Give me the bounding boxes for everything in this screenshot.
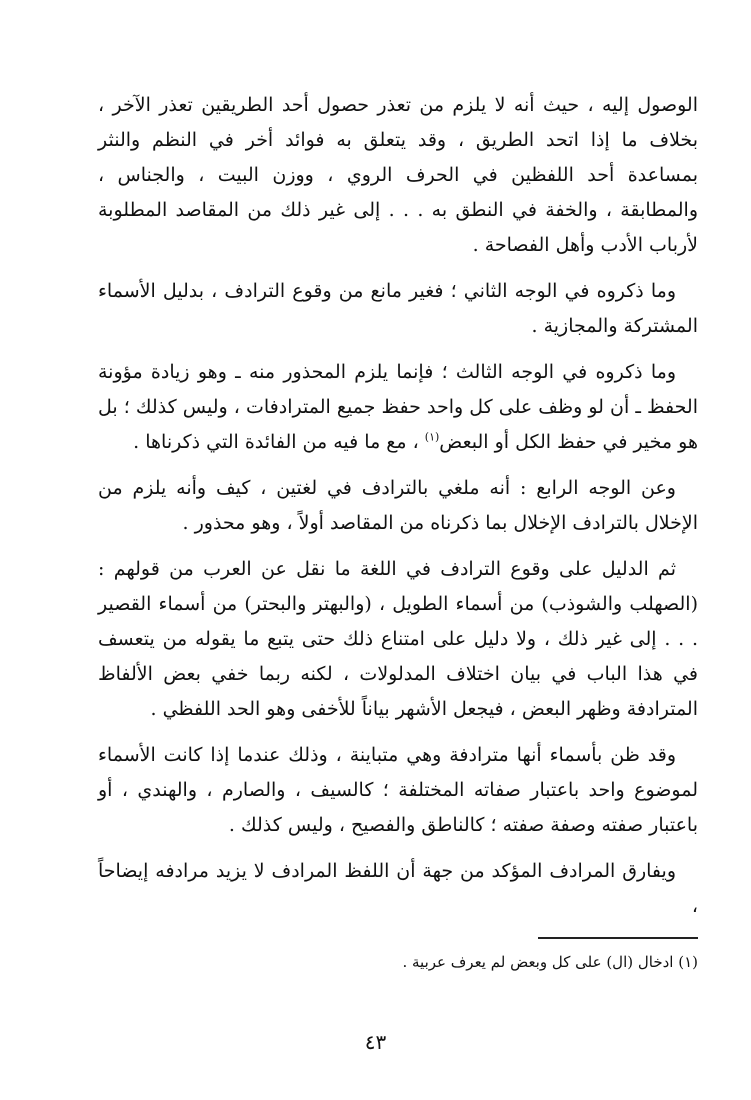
paragraph-3-text-after: ، مع ما فيه من الفائدة التي ذكرناها .	[133, 431, 425, 453]
paragraph-4: وعن الوجه الرابع : أنه ملغي بالترادف في لغتين ، كيف وأنه يلزم من الإخلال بالترادف الإخلال بما ذكرناه من المقاصد أولاً ، وهو محذور .	[98, 477, 698, 534]
paragraph-3-text-before: وما ذكروه في الوجه الثالث ؛ فإنما يلزم المحذور منه ـ وهو زيادة مؤونة الحفظ ـ أن لو وظف على كل واحد حفظ جميع المترادفات ، وليس كذلك ؛ بل هو مخير في حفظ الكل أو البعض	[98, 361, 698, 453]
footnote: (١) ادخال (ال) على كل وبعض لم يعرف عربية .	[402, 953, 698, 971]
paragraph-2: وما ذكروه في الوجه الثاني ؛ فغير مانع من وقوع الترادف ، بدليل الأسماء المشتركة والمجازية .	[98, 280, 698, 337]
main-text-block	[98, 88, 698, 935]
footnote-marker[interactable]: (١)	[424, 430, 440, 444]
paragraph-1: الوصول إليه ، حيث أنه لا يلزم من تعذر حصول أحد الطريقين تعذر الآخر ، بخلاف ما إذا اتحد الطريق ، وقد يتعلق به فوائد أخر في النظم والنثر بمساعدة أحد اللفظين في الحرف الروي ، ووزن البيت ، والجناس ، والمطابقة ، والخفة في النطق به . . . إلى غير ذلك من المقاصد المطلوبة لأرباب الأدب وأهل الفصاحة .	[98, 94, 698, 256]
paragraph-3	[98, 355, 698, 460]
paragraph-7: ويفارق المرادف المؤكد من جهة أن اللفظ المرادف لا يزيد مرادفه إيضاحاً ،	[98, 860, 698, 917]
paragraph-5: ثم الدليل على وقوع الترادف في اللغة ما نقل عن العرب من قولهم : (الصهلب والشوذب) من أسماء الطويل ، (والبهتر والبحتر) من أسماء القصير . . . إلى غير ذلك ، ولا دليل على امتناع ذلك حتى يتبع ما يقوله من يتعسف في هذا الباب في بيان اختلاف المدلولات ، لكنه ربما خفي بعض الألفاظ المترادفة وظهر البعض ، فيجعل الأشهر بياناً للأخفى وهو الحد اللفظي .	[98, 558, 698, 720]
footnote-divider	[538, 937, 698, 939]
paragraph-6: وقد ظن بأسماء أنها مترادفة وهي متباينة ، وذلك عندما إذا كانت الأسماء لموضوع واحد باعتبار صفاته المختلفة ؛ كالسيف ، والصارم ، والهندي ، أو باعتبار صفته وصفة صفته ؛ كالناطق والفصيح ، وليس كذلك .	[98, 744, 698, 836]
page-number: ٤٣	[364, 1030, 387, 1054]
